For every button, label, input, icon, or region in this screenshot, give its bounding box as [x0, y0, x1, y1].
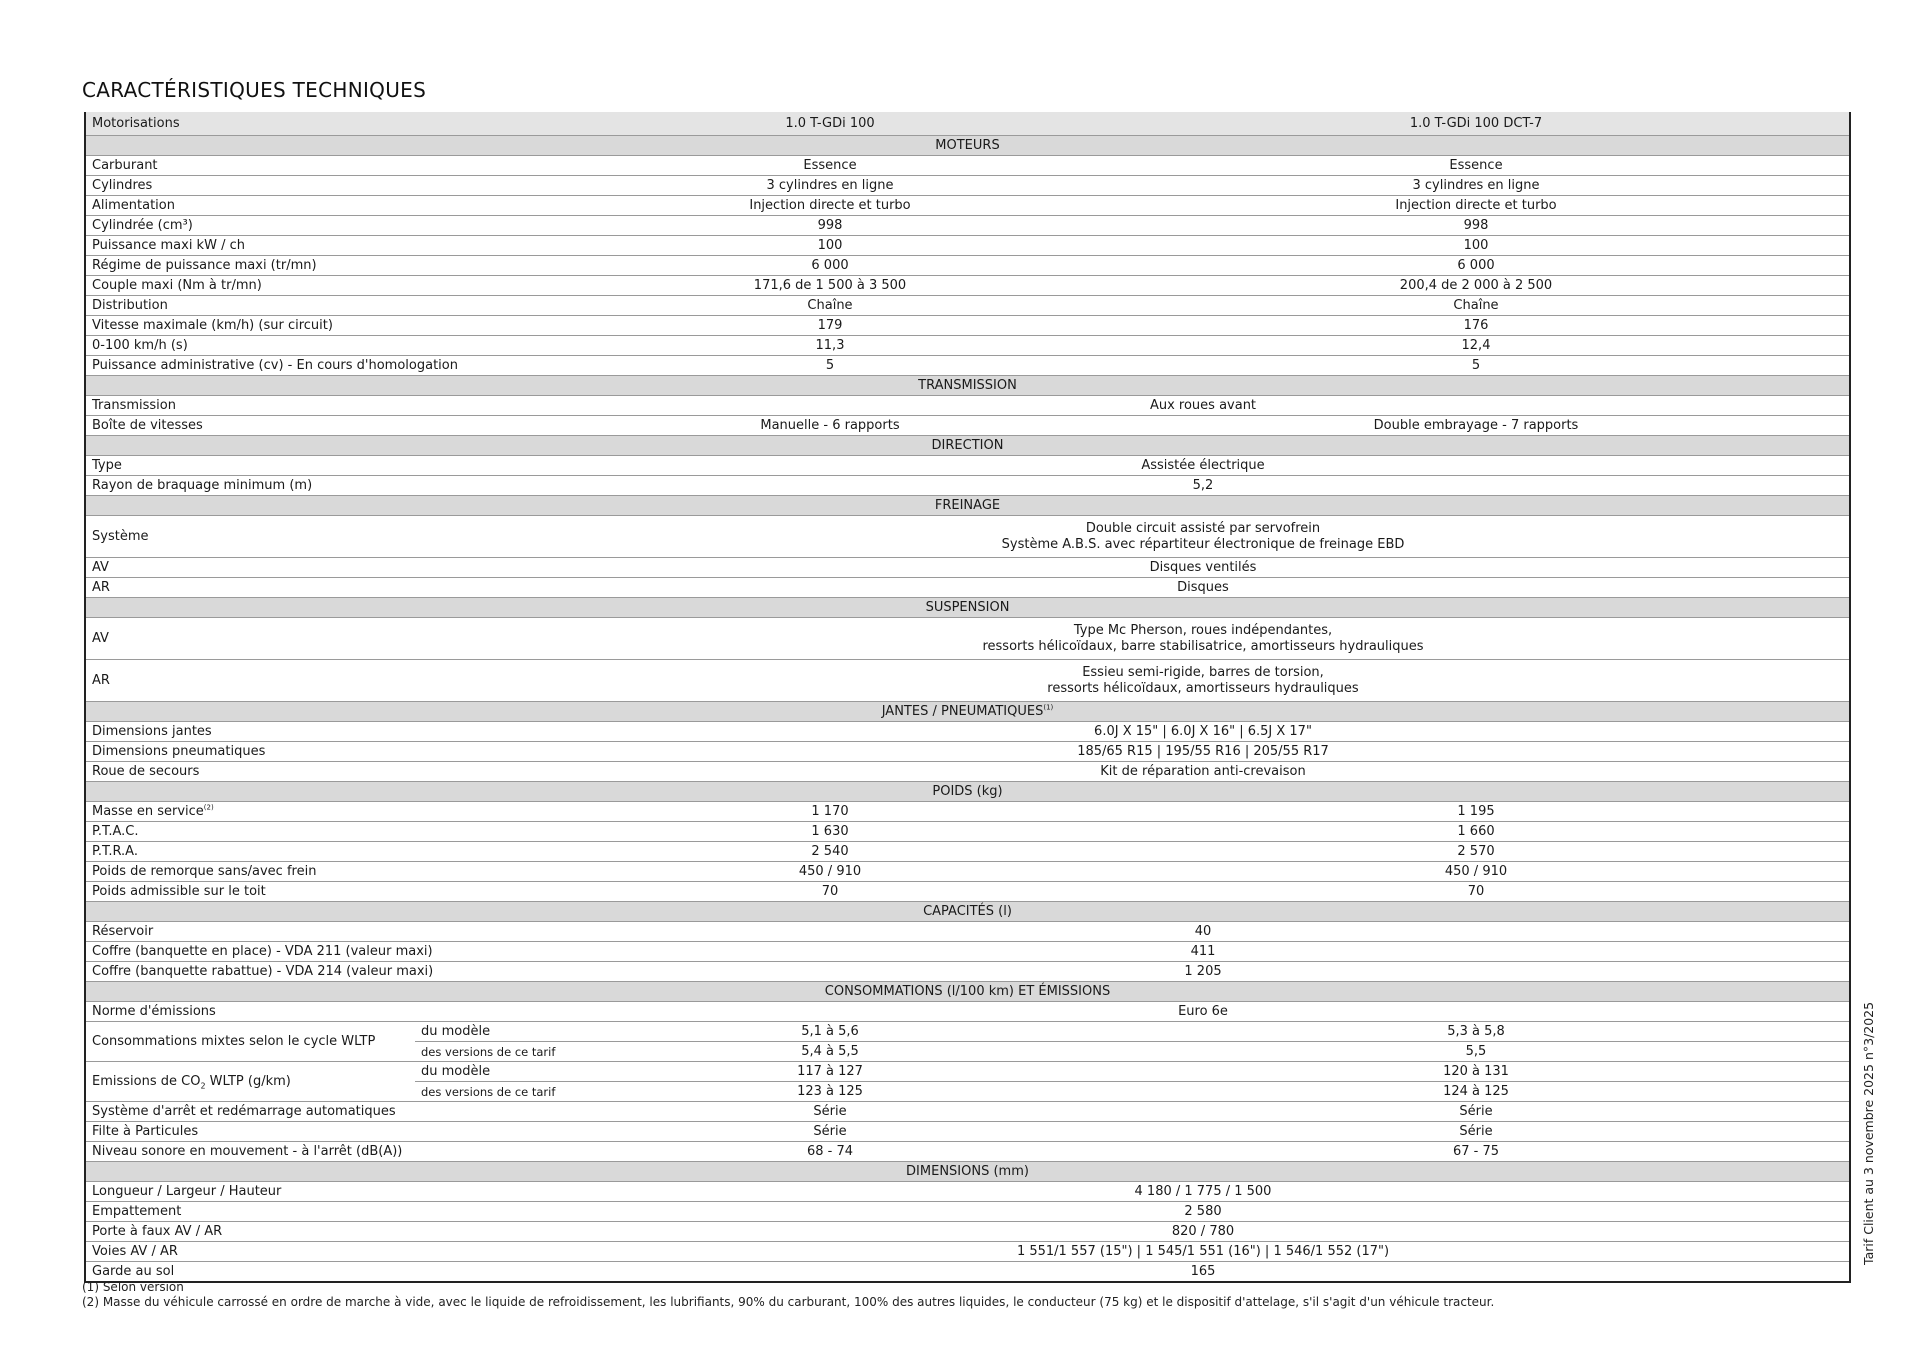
header-col1: 1.0 T-GDi 100: [557, 112, 1103, 136]
table-row: [85, 922, 1850, 942]
footnote-ref: (2): [203, 803, 214, 812]
row-value: Disques: [557, 578, 1850, 598]
row-value: Assistée électrique: [557, 456, 1850, 476]
value-line-1: Type Mc Pherson, roues indépendantes,: [1073, 623, 1333, 638]
row-label: AR: [85, 660, 557, 702]
value-line-1: Essieu semi-rigide, barres de torsion,: [1082, 665, 1324, 680]
row-value-1: 998: [557, 216, 1103, 236]
row-value: 165: [557, 1262, 1850, 1283]
row-label: Alimentation: [85, 196, 557, 216]
table-row: [85, 942, 1850, 962]
row-value-1: 70: [557, 882, 1103, 902]
table-row: [85, 802, 1850, 822]
section-dimensions: DIMENSIONS (mm): [85, 1162, 1850, 1182]
section-freinage: FREINAGE: [85, 496, 1850, 516]
row-value-1: 117 à 127: [557, 1062, 1103, 1082]
row-value: 6.0J X 15" | 6.0J X 16" | 6.5J X 17": [557, 722, 1850, 742]
row-value: Disques ventilés: [557, 558, 1850, 578]
section-poids: POIDS (kg): [85, 782, 1850, 802]
row-value-2: 124 à 125: [1103, 1082, 1850, 1102]
table-row: [85, 176, 1850, 196]
row-label: Distribution: [85, 296, 557, 316]
sub-label: des versions de ce tarif: [415, 1042, 557, 1062]
emissions-label: Emissions de CO: [92, 1074, 201, 1089]
row-label: P.T.A.C.: [85, 822, 557, 842]
table-row: [85, 1182, 1850, 1202]
row-value-1: 5: [557, 356, 1103, 376]
table-row: [85, 1062, 1850, 1082]
row-value: [557, 516, 1850, 558]
row-label: AR: [85, 578, 557, 598]
row-value-1: 1 630: [557, 822, 1103, 842]
row-value-2: 998: [1103, 216, 1850, 236]
row-label: Poids admissible sur le toit: [85, 882, 557, 902]
row-label: Puissance administrative (cv) - En cours d'homologation: [85, 356, 557, 376]
header-label: Motorisations: [85, 112, 557, 136]
row-value-1: Série: [557, 1102, 1103, 1122]
row-value: 5,2: [557, 476, 1850, 496]
row-label: [85, 1062, 415, 1102]
row-value-1: 450 / 910: [557, 862, 1103, 882]
value-line-1: Double circuit assisté par servofrein: [1085, 521, 1321, 536]
row-value-2: Série: [1103, 1122, 1850, 1142]
row-label: Filte à Particules: [85, 1122, 557, 1142]
row-label: Empattement: [85, 1202, 557, 1222]
row-label: Type: [85, 456, 557, 476]
row-label: P.T.R.A.: [85, 842, 557, 862]
table-row: [85, 882, 1850, 902]
row-value: Aux roues avant: [557, 396, 1850, 416]
row-label: Réservoir: [85, 922, 557, 942]
table-row: [85, 216, 1850, 236]
table-row: [85, 476, 1850, 496]
section-consommations: CONSOMMATIONS (l/100 km) ET ÉMISSIONS: [85, 982, 1850, 1002]
row-label: Régime de puissance maxi (tr/mn): [85, 256, 557, 276]
row-value-1: 171,6 de 1 500 à 3 500: [557, 276, 1103, 296]
table-row: [85, 196, 1850, 216]
table-row: [85, 1242, 1850, 1262]
row-label: Couple maxi (Nm à tr/mn): [85, 276, 557, 296]
table-row: [85, 416, 1850, 436]
row-label: Puissance maxi kW / ch: [85, 236, 557, 256]
section-suspension: SUSPENSION: [85, 598, 1850, 618]
row-value-1: 3 cylindres en ligne: [557, 176, 1103, 196]
table-row: [85, 578, 1850, 598]
value-line-2: Système A.B.S. avec répartiteur électronique de freinage EBD: [1001, 537, 1405, 552]
row-value: Kit de réparation anti-crevaison: [557, 762, 1850, 782]
row-value: [557, 618, 1850, 660]
row-value-2: 200,4 de 2 000 à 2 500: [1103, 276, 1850, 296]
row-value-1: Manuelle - 6 rapports: [557, 416, 1103, 436]
row-value-2: 67 - 75: [1103, 1142, 1850, 1162]
sub-label: des versions de ce tarif: [415, 1082, 557, 1102]
row-value-2: 70: [1103, 882, 1850, 902]
row-label: Garde au sol: [85, 1262, 557, 1283]
row-label: Cylindres: [85, 176, 557, 196]
section-capacites: CAPACITÉS (l): [85, 902, 1850, 922]
row-label: Boîte de vitesses: [85, 416, 557, 436]
table-row: [85, 156, 1850, 176]
row-value-1: Injection directe et turbo: [557, 196, 1103, 216]
row-label: Coffre (banquette rabattue) - VDA 214 (valeur maxi): [85, 962, 557, 982]
row-label: Dimensions jantes: [85, 722, 557, 742]
row-label: AV: [85, 618, 557, 660]
row-label: Transmission: [85, 396, 557, 416]
row-label: Longueur / Largeur / Hauteur: [85, 1182, 557, 1202]
table-row: [85, 1142, 1850, 1162]
row-value-1: 5,1 à 5,6: [557, 1022, 1103, 1042]
table-row: [85, 742, 1850, 762]
side-note-tarif: Tarif Client au 3 novembre 2025 n°3/2025: [1861, 1001, 1876, 1265]
row-value: 4 180 / 1 775 / 1 500: [557, 1182, 1850, 1202]
section-jantes: [85, 702, 1850, 722]
row-value-2: 5: [1103, 356, 1850, 376]
table-row: [85, 1022, 1850, 1042]
row-label: Coffre (banquette en place) - VDA 211 (valeur maxi): [85, 942, 557, 962]
row-label: Voies AV / AR: [85, 1242, 557, 1262]
row-label: Niveau sonore en mouvement - à l'arrêt (dB(A)): [85, 1142, 557, 1162]
row-label: Consommations mixtes selon le cycle WLTP: [85, 1022, 415, 1062]
section-direction: DIRECTION: [85, 436, 1850, 456]
row-value: 40: [557, 922, 1850, 942]
row-value-1: 179: [557, 316, 1103, 336]
table-row: [85, 356, 1850, 376]
row-label: Porte à faux AV / AR: [85, 1222, 557, 1242]
sub-label: du modèle: [415, 1062, 557, 1082]
footnote-2: (2) Masse du véhicule carrossé en ordre de marche à vide, avec le liquide de refroidissement, les lubrifiants, 90% du carburant, 100% des autres liquides, le conducteur (75 kg) et le dispositif d'attelage, s'il s'agit d'un véhicule tracteur.: [82, 1295, 1495, 1309]
row-value-2: 176: [1103, 316, 1850, 336]
row-value-2: Série: [1103, 1102, 1850, 1122]
row-value-1: 68 - 74: [557, 1142, 1103, 1162]
row-label: Rayon de braquage minimum (m): [85, 476, 557, 496]
row-value-2: Injection directe et turbo: [1103, 196, 1850, 216]
section-transmission: TRANSMISSION: [85, 376, 1850, 396]
row-label: Système: [85, 516, 557, 558]
section-moteurs: MOTEURS: [85, 136, 1850, 156]
row-value-2: 3 cylindres en ligne: [1103, 176, 1850, 196]
row-value-1: 6 000: [557, 256, 1103, 276]
row-label: Norme d'émissions: [85, 1002, 557, 1022]
row-value-2: 2 570: [1103, 842, 1850, 862]
table-row: [85, 236, 1850, 256]
table-row: [85, 1222, 1850, 1242]
row-label: [85, 802, 557, 822]
table-row: [85, 336, 1850, 356]
row-value-2: Double embrayage - 7 rapports: [1103, 416, 1850, 436]
section-jantes-label: JANTES / PNEUMATIQUES: [881, 704, 1044, 719]
row-label: Vitesse maximale (km/h) (sur circuit): [85, 316, 557, 336]
table-row: [85, 762, 1850, 782]
table-row: [85, 558, 1850, 578]
table-row: [85, 516, 1850, 558]
table-row: [85, 296, 1850, 316]
header-col2: 1.0 T-GDi 100 DCT-7: [1103, 112, 1850, 136]
row-value-2: 450 / 910: [1103, 862, 1850, 882]
row-value-2: 1 195: [1103, 802, 1850, 822]
table-row: [85, 276, 1850, 296]
footnote-ref: (1): [1043, 703, 1054, 712]
row-value-2: 100: [1103, 236, 1850, 256]
table-row: [85, 316, 1850, 336]
row-value-2: 12,4: [1103, 336, 1850, 356]
row-value-2: Essence: [1103, 156, 1850, 176]
row-value: 185/65 R15 | 195/55 R16 | 205/55 R17: [557, 742, 1850, 762]
value-line-2: ressorts hélicoïdaux, barre stabilisatrice, amortisseurs hydrauliques: [982, 639, 1424, 654]
row-value-1: 5,4 à 5,5: [557, 1042, 1103, 1062]
row-value-2: 5,3 à 5,8: [1103, 1022, 1850, 1042]
value-line-2: ressorts hélicoïdaux, amortisseurs hydrauliques: [1047, 681, 1359, 696]
table-row: [85, 842, 1850, 862]
row-label: Dimensions pneumatiques: [85, 742, 557, 762]
table-row: [85, 862, 1850, 882]
table-header-row: [85, 112, 1850, 136]
row-value-1: Série: [557, 1122, 1103, 1142]
table-row: [85, 722, 1850, 742]
footnote-1: (1) Selon version: [82, 1280, 184, 1294]
table-row: [85, 1122, 1850, 1142]
row-label: Roue de secours: [85, 762, 557, 782]
co2-subscript: 2: [200, 1081, 206, 1091]
table-row: [85, 396, 1850, 416]
row-label: AV: [85, 558, 557, 578]
table-row: [85, 822, 1850, 842]
row-label: 0-100 km/h (s): [85, 336, 557, 356]
row-value-1: 123 à 125: [557, 1082, 1103, 1102]
page-title: CARACTÉRISTIQUES TECHNIQUES: [82, 78, 427, 102]
table-row: [85, 660, 1850, 702]
table-row: [85, 1262, 1850, 1283]
table-row: [85, 1202, 1850, 1222]
row-value-2: 120 à 131: [1103, 1062, 1850, 1082]
sub-label: du modèle: [415, 1022, 557, 1042]
row-value-2: 1 660: [1103, 822, 1850, 842]
row-value-1: 11,3: [557, 336, 1103, 356]
table-row: [85, 456, 1850, 476]
emissions-label-suffix: WLTP (g/km): [205, 1074, 291, 1089]
row-value: 1 205: [557, 962, 1850, 982]
row-value: 2 580: [557, 1202, 1850, 1222]
row-value-1: Chaîne: [557, 296, 1103, 316]
row-value-1: Essence: [557, 156, 1103, 176]
row-value: [557, 660, 1850, 702]
row-value: Euro 6e: [557, 1002, 1850, 1022]
row-label: Carburant: [85, 156, 557, 176]
row-value: 820 / 780: [557, 1222, 1850, 1242]
row-value: 411: [557, 942, 1850, 962]
row-value-1: 1 170: [557, 802, 1103, 822]
footnotes: [82, 1280, 1494, 1310]
table-row: [85, 618, 1850, 660]
row-value-2: 6 000: [1103, 256, 1850, 276]
table-row: [85, 1002, 1850, 1022]
row-label: Cylindrée (cm³): [85, 216, 557, 236]
row-label: Poids de remorque sans/avec frein: [85, 862, 557, 882]
masse-label: Masse en service: [92, 804, 204, 819]
specs-table: [84, 112, 1851, 1283]
table-row: [85, 962, 1850, 982]
row-label: Système d'arrêt et redémarrage automatiques: [85, 1102, 557, 1122]
row-value-2: Chaîne: [1103, 296, 1850, 316]
table-row: [85, 256, 1850, 276]
row-value-1: 2 540: [557, 842, 1103, 862]
row-value: 1 551/1 557 (15") | 1 545/1 551 (16") | 1 546/1 552 (17"): [557, 1242, 1850, 1262]
row-value-2: 5,5: [1103, 1042, 1850, 1062]
table-row: [85, 1102, 1850, 1122]
row-value-1: 100: [557, 236, 1103, 256]
